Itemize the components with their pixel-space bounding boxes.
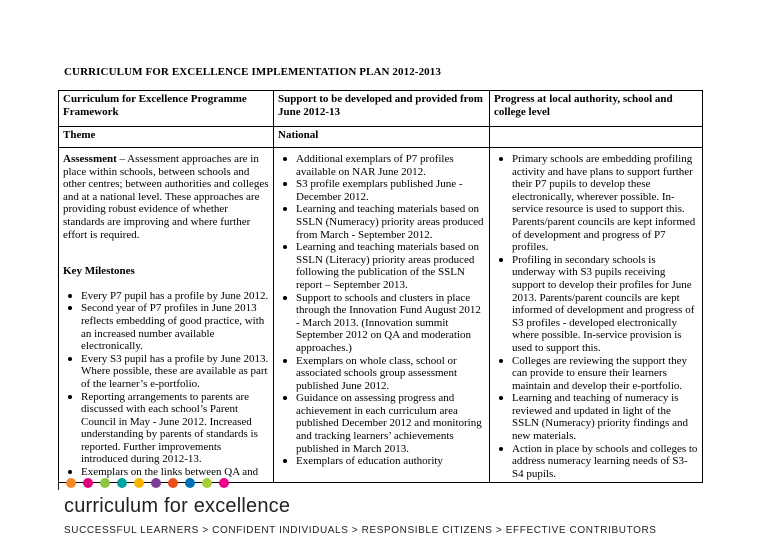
header-support: Support to be developed and provided from June 2012-13 [274,91,490,127]
list-item: Exemplars of education authority [296,455,485,468]
list-item: S3 profile exemplars published June - December 2012. [296,178,485,203]
subheader-national: National [274,127,490,148]
list-item: Action in place by schools and colleges to address numeracy learning needs of S3-S4 pupils. [512,442,698,480]
list-item: Colleges are reviewing the support they can provide to ensure their learners maintain and develop their e-portfolio. [512,355,698,393]
brand-dot [100,478,110,488]
brand-dot [219,478,229,488]
theme-cell [59,148,274,483]
brand-dot [83,478,93,488]
list-item: Exemplars on the links between QA and [81,466,269,479]
brand-dot [151,478,161,488]
list-item: Guidance on assessing progress and achievement in each curriculum area published December 2012 and monitoring and tracking learners’ achievements published in March 2013. [296,392,485,455]
list-item: Every S3 pupil has a profile by June 2013. Where possible, these are available as part of the learner’s e-portfolio. [81,352,269,390]
brand-dot [134,478,144,488]
national-list [278,153,485,468]
list-item: Learning and teaching materials based on SSLN (Numeracy) priority areas produced from March - September 2012. [296,203,484,241]
brand-dot [168,478,178,488]
subheader-theme: Theme [59,127,274,148]
brand-dot [185,478,195,488]
list-item: Every P7 pupil has a profile by June 2012. [81,289,269,302]
list-item: Learning and teaching of numeracy is reviewed and updated in light of the SSLN (Numeracy) priority findings and new materials. [512,392,698,442]
milestones-list [63,290,269,479]
theme-text: – Assessment approaches are in place within schools, between schools and other centres; between authorities and colleges and at a national level. These approaches are providing robust evidence of whether standards are improving and where further effort is required. [63,153,269,241]
progress-list [494,153,698,480]
milestones-heading: Key Milestones [63,265,135,278]
brand-dot [202,478,212,488]
progress-cell [490,148,703,483]
table-header-row [59,91,703,127]
brand-dots [58,478,238,490]
list-item: Profiling in secondary schools is underway with S3 pupils receiving support to develop their profiles for June 2013. Parents/parent councils are kept informed of development and progress of S3 profiles - developed electronically where possible. In-service provision is used to support this. [512,254,698,355]
document-title: CURRICULUM FOR EXCELLENCE IMPLEMENTATION PLAN 2012-2013 [64,66,441,78]
theme-description [63,153,269,241]
list-item: Support to schools and clusters in place through the Innovation Fund August 2012 - March 2013. (Innovation summit September 2012 on QA and moderation approaches.) [296,292,485,355]
footer-tagline: SUCCESSFUL LEARNERS > CONFIDENT INDIVIDUALS > RESPONSIBLE CITIZENS > EFFECTIVE CONTRIBUTORS [64,525,657,536]
list-item: Additional exemplars of P7 profiles available on NAR June 2012. [296,153,485,178]
subheader-empty [490,127,703,148]
implementation-table [58,90,703,483]
footer-brand-logo: curriculum for excellence [64,495,291,517]
brand-dot [117,478,127,488]
list-item: Learning and teaching materials based on SSLN (Literacy) priority areas produced following the publication of the SSLN report – September 2013. [296,241,485,291]
table-subheader-row [59,127,703,148]
header-progress: Progress at local authority, school and college level [490,91,703,127]
list-item: Primary schools are embedding profiling activity and have plans to support further their P7 pupils to develop these electronically, wherever possible. In-service resource is used to support this. Parents/parent councils are kept informed of development and progress of P7 profiles. [512,153,698,254]
list-item: Exemplars on whole class, school or associated schools group assessment published June 2012. [296,355,485,393]
brand-dot [66,478,76,488]
national-cell [274,148,490,483]
header-framework: Curriculum for Excellence Programme Framework [59,91,274,127]
list-item: Reporting arrangements to parents are discussed with each school’s Parent Council in May - June 2012. Increased understanding by parents of standards is reported. Further improvements introduced during 2012-13. [81,391,269,467]
list-item: Second year of P7 profiles in June 2013 reflects embedding of good practice, with an increased number available electronically. [81,302,269,352]
table-row-assessment [59,148,703,483]
theme-label: Assessment [63,153,117,165]
